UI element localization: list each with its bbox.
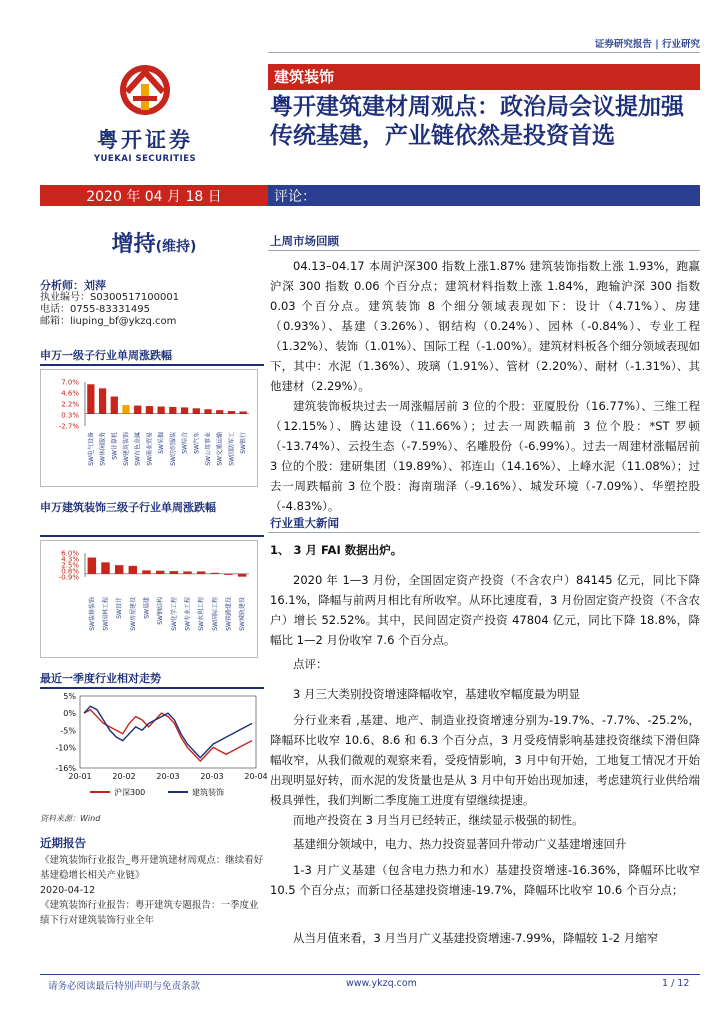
bar (238, 574, 246, 577)
bar (216, 410, 223, 414)
report-category: 证券研究报告 | 行业研究 (594, 39, 700, 50)
bar (111, 397, 118, 414)
bar (228, 411, 235, 414)
x-category-label: SW基建 (143, 597, 151, 619)
data-source: 资料来源：Wind (40, 814, 101, 823)
paragraph: 3 月三大类别投资增速降幅收窄，基建收窄幅度最为明显 (293, 687, 580, 701)
chart1-frame (40, 369, 258, 487)
analyst-info (40, 280, 260, 328)
paragraph: 建筑装饰板块过去一周涨幅居前 3 位的个股：亚厦股份（16.77%）、三维工程（12.15%）、腾达建设（11.66%）；过去一周跌幅前 3 位个股：*ST 罗顿（-13.74%）、云投生态（-7.59%）、名雕股份（-6.99%）。过去一周建材涨幅居前 3 位的个股：建研集团（19.89%）、祁连山（14.16%）、上峰水泥（11.08%）；过去一周跌幅前 3 位个股：海南瑞泽（-9.16%）、城发环境（-7.09%）、华塑控股（-4.83%）。 (270, 399, 700, 513)
bar (122, 405, 129, 414)
x-category-label: SW专业工程 (184, 597, 192, 631)
bar (129, 566, 137, 574)
bar (101, 562, 109, 573)
y-tick-label: 4.6% (61, 389, 79, 398)
analyst-license: 执业编号：S0300517100001 (40, 292, 180, 303)
chart1-title: 申万一级子行业单周涨跌幅 (40, 349, 172, 362)
x-category-label: SW休闲服务 (99, 432, 107, 466)
sector-label: 建筑装饰 (274, 68, 335, 86)
y-tick-label: -0.9% (58, 573, 79, 582)
recent-reports-list (40, 853, 264, 928)
bar (156, 571, 164, 574)
comment-band (268, 185, 700, 206)
chart3-title: 最近一季度行业相对走势 (40, 672, 161, 685)
y-tick-label: 6.0% (61, 549, 79, 558)
x-category-label: SW综合 (181, 432, 189, 454)
bar (115, 565, 123, 574)
y-tick-label: -5% (60, 726, 76, 736)
chart2-frame (40, 540, 258, 658)
x-category-label: SW设计 (116, 597, 124, 619)
chart3-divider (40, 687, 264, 689)
analyst-email[interactable]: 邮箱：liuping_bf@ykzq.com (40, 316, 177, 327)
bar (204, 409, 211, 414)
bar (170, 571, 178, 574)
logo-name-en: YUEKAI SECURITIES (93, 154, 197, 164)
bar (87, 384, 94, 413)
x-category-label: SW化学工程 (170, 597, 178, 631)
logo-name-cn: 粤开证券 (97, 128, 193, 152)
paragraph: 点评： (293, 657, 328, 671)
x-category-label: SW钢结构 (157, 597, 165, 625)
rating (40, 227, 268, 258)
bar (169, 407, 176, 414)
paragraph: 1-3 月广义基建（包含电力热力和水）基建投资增速-16.36%，降幅环比收窄 10.5 个百分点；而新口径基建投资增速-19.7%，降幅环比收窄 10.6 个百分点； (270, 863, 700, 897)
section-industry-news: 行业重大新闻 (270, 516, 339, 530)
recent-report-link[interactable]: 《建筑装饰行业报告：粤开建筑专题报告：一季度业绩下行对建筑装饰行业全年 (40, 900, 259, 926)
bar (197, 571, 205, 573)
bar (211, 573, 219, 574)
bar (158, 406, 165, 413)
x-category-label: SW国防军工 (228, 432, 236, 466)
y-tick-label: -16% (55, 764, 76, 773)
x-category-label: SW计算机 (111, 432, 119, 460)
x-category-label: SW铁路建设 (225, 597, 233, 631)
chart3-frame (40, 690, 268, 808)
x-tick-label: 20-03 (200, 772, 224, 781)
y-tick-label: -2.7% (58, 422, 79, 431)
bar (99, 388, 106, 413)
bar (183, 571, 191, 573)
paragraph: 从当月值来看，3 月当月广义基建投资增速-7.99%，降幅较 1-2 月缩窄 (293, 931, 659, 945)
x-tick-label: 20-01 (68, 772, 92, 781)
chart3-svg (40, 690, 268, 808)
footer-disclaimer[interactable]: 请务必阅读最后特别声明与免责条款 (48, 981, 201, 992)
rating-sub: (维持) (155, 239, 197, 255)
x-category-label: SW电气设备 (87, 432, 95, 466)
footer-page-number: 1 / 12 (662, 978, 690, 989)
y-tick-label: 4.3% (61, 555, 79, 564)
legend-label: 沪深300 (114, 788, 146, 797)
y-tick-label: 0.8% (61, 567, 79, 576)
x-category-label: SW纺织服装 (169, 432, 177, 466)
chart1-divider (40, 364, 264, 366)
bar (146, 406, 153, 414)
chart2-svg (41, 541, 257, 657)
x-category-label: SW银行 (240, 432, 248, 454)
news-heading: 1、 3 月 FAI 数据出炉。 (270, 543, 403, 557)
paragraph: 而地产投资在 3 月当月已经转正，继续显示极强的韧性。 (293, 813, 584, 827)
x-category-label: SW商业贸易 (146, 432, 154, 466)
x-tick-label: 20-03 (156, 772, 180, 781)
report-date: 2020 年 04 月 18 日 (86, 189, 222, 205)
bar (181, 407, 188, 413)
recent-report-link[interactable]: 《建筑装饰行业报告_粤开建筑建材周观点：继续看好基建稳增长相关产业链》 (40, 855, 264, 881)
chart2-divider (40, 535, 264, 537)
x-category-label: SW园林工程 (102, 597, 110, 631)
x-tick-label: 20-04 (244, 772, 268, 781)
bar (240, 411, 247, 413)
section-divider (268, 532, 700, 533)
comment-label: 评论： (274, 189, 316, 205)
recent-report-date: 2020-04-12 (40, 885, 96, 896)
report-title: 粤开建筑建材周观点：政治局会议提加强传统基建，产业链依然是投资首选 (270, 94, 684, 149)
footer-website[interactable]: www.ykzq.com (346, 978, 417, 989)
x-category-label: SW公用事业 (205, 432, 212, 466)
plot-frame (80, 696, 256, 768)
y-tick-label: 0.3% (61, 411, 79, 420)
paragraph: 基建细分领域中，电力、热力投资显著回升带动广义基建增速回升 (293, 837, 627, 851)
bar (134, 406, 141, 414)
x-category-label: SW水利工程 (198, 597, 206, 631)
y-tick-label: -10% (55, 743, 76, 753)
series-line (84, 706, 252, 757)
y-tick-label: 7.0% (61, 378, 79, 387)
y-tick-label: 5% (63, 692, 76, 701)
bar (142, 570, 150, 573)
bar (224, 574, 232, 575)
x-category-label: SW房屋建设 (129, 597, 137, 631)
paragraph: 分行业来看 ,基建、地产、制造业投资增速分别为-19.7%、-7.7%、-25.2%，降幅环比收窄 10.6、8.6 和 6.3 个百分点，3 月受疫情影响基建投资继续下滑但降幅收窄，从我们微观的观察来看，受疫情影响，3 月中旬开始，工地复工情况才开始出现明显好转，而水泥的发货量也是从 3 月中旬开始出现加速，考虑建筑行业供给端极具弹性，我们判断二季度施工进度有望继续提速。 (270, 713, 700, 807)
x-category-label: SW国际工程 (211, 597, 219, 631)
x-category-label: SW有色金属 (134, 432, 142, 466)
logo-emblem-icon (115, 62, 175, 118)
section-divider (268, 250, 700, 251)
analyst-phone: 电话：0755-83331495 (40, 304, 150, 315)
y-tick-label: 2.5% (61, 561, 79, 570)
footer-divider (40, 974, 700, 975)
paragraph: 04.13–04.17 本周沪深300 指数上涨1.87% 建筑装饰指数上涨 1.93%，跑赢沪深 300 指数 0.06 个百分点；建筑材料指数上涨 1.84%，跑输沪深 300 指数 0.03 个百分点。建筑装饰 8 个细分领域表现如下：设计（4.71%）、房建（0.93%）、基建（3.26%）、钢结构（0.24%）、园林（-0.84%）、专业工程（1.32%）、装饰（1.01%）、国际工程（-1.00%）。建筑材料板各个细分领域表现如下，其中：水泥（1.36%）、玻璃（1.91%）、管材（2.20%）、耐材（-1.31%）、其他建材（2.29%）。 (270, 259, 700, 393)
legend-label: 建筑装饰 (192, 788, 224, 797)
y-tick-label: 0% (63, 709, 76, 719)
x-category-label: SW城轨建设 (239, 597, 247, 631)
x-category-label: SW汽车 (193, 432, 201, 454)
bar (193, 408, 200, 413)
y-tick-label: 2.2% (61, 400, 79, 409)
chart1-svg (41, 370, 257, 486)
paragraph: 2020 年 1—3 月份，全国固定资产投资（不含农户）84145 亿元，同比下降 16.1%，降幅与前两月相比有所收窄。从环比速度看，3 月份固定资产投资（不含农户）增长 52.52%。其中，民间固定资产投资 47804 亿元，同比下降 18.8%，降幅比 1—2 月份收窄 7.6 个百分点。 (270, 573, 700, 647)
x-tick-label: 20-02 (112, 772, 136, 781)
chart2-title: 申万建筑装饰三级子行业单周涨跌幅 (40, 501, 216, 514)
x-category-label: SW建筑装饰 (123, 432, 130, 466)
header-divider (268, 52, 700, 53)
company-logo (80, 62, 210, 164)
x-category-label: SW装修装饰 (88, 597, 96, 631)
series-line (84, 710, 252, 761)
section-market-review: 上周市场回顾 (270, 234, 339, 248)
bar (88, 558, 96, 574)
x-category-label: SW采掘 (158, 432, 166, 454)
rating-main: 增持 (111, 232, 156, 257)
analyst-name: 分析师：刘萍 (40, 279, 106, 292)
x-category-label: SW交通运输 (216, 432, 224, 466)
recent-reports-title: 近期报告 (40, 836, 86, 850)
